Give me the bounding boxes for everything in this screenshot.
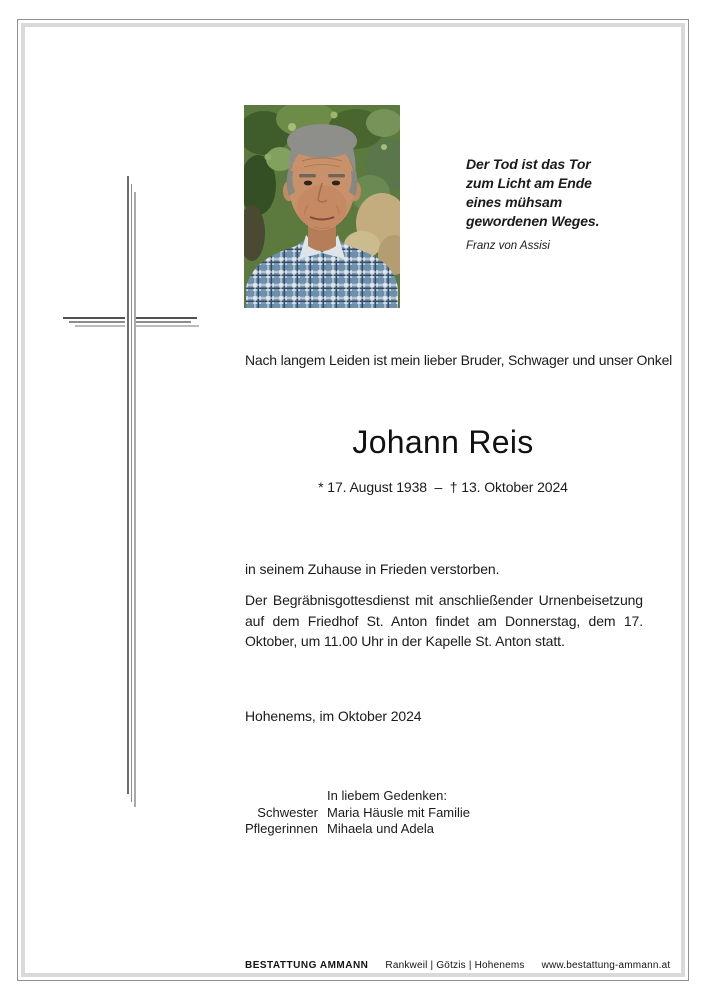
memorial-role: Schwester (257, 804, 318, 820)
quote (466, 155, 599, 256)
funeral-home-website: www.bestattung-ammann.at (541, 960, 671, 971)
memorial-heading: In liebem Gedenken: (327, 788, 447, 803)
quote-line: eines mühsam (466, 194, 563, 210)
memorial-block (200, 788, 470, 838)
place-and-date: Hohenems, im Oktober 2024 (245, 708, 422, 724)
quote-line: Der Tod ist das Tor (466, 156, 591, 172)
death-statement: in seinem Zuhause in Frieden verstorben. (245, 561, 500, 577)
footer (245, 960, 670, 971)
life-dates: * 17. August 1938 – † 13. Oktober 2024 (318, 479, 568, 495)
portrait-photo-image (244, 105, 400, 308)
memorial-names: Maria Häusle mit Familie (327, 804, 471, 820)
portrait-photo (244, 105, 400, 308)
funeral-home-name: AMMANN (319, 960, 369, 971)
memorial-row (200, 821, 470, 838)
deceased-name: Johann Reis (352, 424, 534, 460)
memorial-role: Pflegerinnen (245, 821, 318, 836)
memorial-names: Mihaela und Adela (327, 821, 434, 836)
quote-attribution: Franz von Assisi (466, 240, 550, 252)
service-details: Der Begräbnisgottesdienst mit anschließender Urnenbeisetzung auf dem Friedhof St. Anton findet am Donnerstag, dem 17. Oktober, um 11.00 Uhr in der Kapelle St. Anton statt. (245, 592, 643, 649)
intro-text: Nach langem Leiden ist mein lieber Bruder, Schwager und unser Onkel (245, 352, 673, 368)
funeral-home-brand: BESTATTUNG (245, 960, 317, 971)
funeral-home-locations: Rankweil | Götzis | Hohenems (385, 960, 525, 971)
quote-line: gewordenen Weges. (466, 213, 600, 229)
quote-line: zum Licht am Ende (466, 175, 592, 191)
memorial-row (200, 805, 470, 822)
